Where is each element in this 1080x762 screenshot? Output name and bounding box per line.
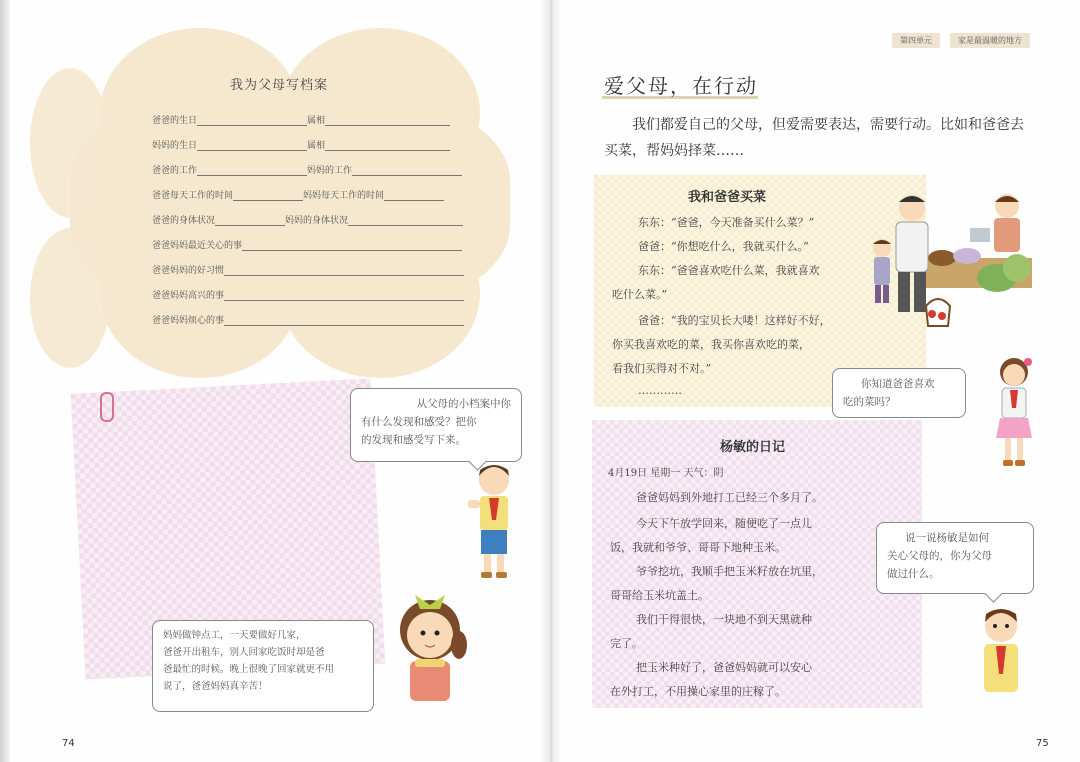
diary-line: 完了。 [610, 637, 643, 650]
file-row-dad-birthday [152, 113, 450, 126]
diary-line: 在外打工，不用操心家里的庄稼了。 [610, 685, 786, 698]
field-label: 妈妈的工作 [307, 166, 353, 176]
field-label: 爸爸的生日 [152, 116, 198, 126]
diary-line: 饭，我就和爷爷、哥哥下地种玉米。 [610, 541, 786, 554]
diary-line: 爷爷挖坑，我顺手把玉米籽放在坑里， [636, 565, 823, 578]
page-number-left: 74 [62, 738, 75, 749]
field-label: 属相 [307, 141, 326, 151]
field-label: 妈妈的生日 [152, 141, 198, 151]
speech-bubble-girl [152, 620, 374, 712]
dialogue-line: 爸爸：“你想吃什么，我就买什么。” [638, 240, 809, 253]
girl-right-illustration [990, 352, 1040, 474]
dialogue-line: 爸爸：“我的宝贝长大喽！这样好不好， [638, 314, 831, 327]
dialogue-line: 东东：“爸爸，今天准备买什么菜？” [638, 216, 815, 229]
file-row-habits [152, 263, 464, 276]
paperclip-icon [100, 392, 114, 422]
dialogue-line: 看我们买得对不对。” [612, 362, 712, 375]
shopping-title: 我和爸爸买菜 [688, 190, 767, 205]
field-label: 爸爸妈妈最近关心的事 [152, 241, 243, 251]
page-title: 爱父母，在行动 [604, 74, 758, 98]
dialogue-line: 东东：“爸爸喜欢吃什么菜，我就喜欢 [638, 264, 820, 277]
bubble-line: 说了，爸爸妈妈真辛苦！ [163, 681, 268, 692]
diary-line: 把玉米种好了，爸爸妈妈就可以安心 [636, 661, 812, 674]
bubble-line: 说一说杨敏是如何 [905, 532, 989, 544]
file-row-happy [152, 288, 464, 301]
diary-line: 哥哥给玉米坑盖土。 [610, 589, 709, 602]
file-row-health [152, 213, 463, 226]
field-label: 属相 [307, 116, 326, 126]
bubble-line: 做过什么。 [887, 568, 940, 580]
unit-tab: 第四单元 [892, 33, 940, 48]
girl-illustration [385, 585, 475, 705]
field-label: 爸爸妈妈的好习惯 [152, 266, 225, 276]
field-label: 爸爸妈妈高兴的事 [152, 291, 225, 301]
page-number-right: 75 [1036, 738, 1049, 749]
speech-bubble-boy-right [876, 522, 1034, 594]
page-edge [0, 0, 10, 762]
file-row-jobs [152, 163, 462, 176]
diary-date: 4月19日 星期一 天气：阴 [608, 468, 724, 479]
speech-bubble-girl-right [832, 368, 966, 418]
bubble-line: 有什么发现和感受？把你 [361, 416, 477, 428]
file-row-worries [152, 313, 464, 326]
boy-illustration [462, 458, 526, 588]
bubble-line: 爸最忙的时候。晚上很晚了回家就更不用 [163, 664, 335, 675]
bubble-line: 爸爸开出租车，别人回家吃饭时却是爸 [163, 647, 325, 658]
file-row-mom-birthday [152, 138, 450, 151]
file-row-concerns [152, 238, 462, 251]
field-label: 爸爸妈妈烦心的事 [152, 316, 225, 326]
diary-title: 杨敏的日记 [720, 440, 786, 455]
bubble-line: 妈妈做钟点工，一天要做好几家， [163, 630, 306, 641]
bubble-line: 的发现和感受写下来。 [361, 434, 466, 446]
bubble-line: 关心父母的，你为父母 [887, 550, 992, 562]
dialogue-line: 吃什么菜。” [612, 288, 668, 301]
file-row-work-hours [152, 188, 444, 201]
field-label: 爸爸的身体状况 [152, 216, 216, 226]
field-label: 爸爸每天工作的时间 [152, 191, 234, 201]
dialogue-line: ………… [638, 384, 682, 397]
diary-line: 爸爸妈妈到外地打工已经三个多月了。 [636, 491, 823, 504]
field-label: 爸爸的工作 [152, 166, 198, 176]
bubble-line: 吃的菜吗？ [843, 396, 896, 408]
market-illustration [852, 188, 1032, 338]
file-card-title: 我为父母写档案 [230, 78, 329, 93]
field-label: 妈妈的身体状况 [285, 216, 349, 226]
speech-bubble-prompt [350, 388, 522, 462]
chapter-tab: 家是最温暖的地方 [950, 33, 1030, 48]
intro-paragraph: 我们都爱自己的父母，但爱需要表达，需要行动。比如和爸爸去买菜，帮妈妈择菜…… [604, 117, 1024, 159]
bubble-line: 从父母的小档案中你 [416, 398, 511, 410]
field-label: 妈妈每天工作的时间 [303, 191, 385, 201]
diary-line: 今天下午放学回来，随便吃了一点儿 [636, 517, 812, 530]
dialogue-line: 你买我喜欢吃的菜，我买你喜欢吃的菜， [612, 338, 810, 351]
diary-line: 我们干得很快，一块地不到天黑就种 [636, 613, 812, 626]
boy-right-illustration [974, 604, 1028, 696]
bubble-line: 你知道爸爸喜欢 [861, 378, 935, 390]
